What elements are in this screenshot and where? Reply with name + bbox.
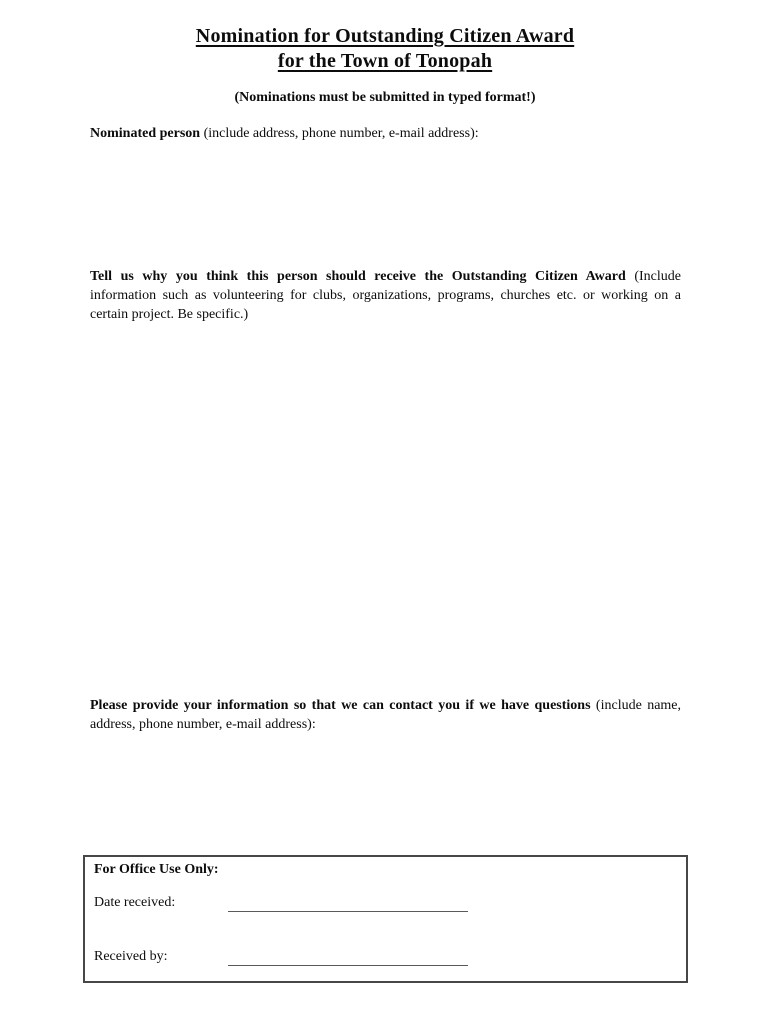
nominator-contact-prompt: [90, 696, 681, 734]
received-by-fill-line[interactable]: [228, 948, 468, 966]
nominator-contact-prompt-bold: Please provide your information so that we can contact you if we have questions: [90, 698, 591, 713]
date-received-label: Date received:: [94, 895, 176, 910]
page-title-line1: Nomination for Outstanding Citizen Award: [195, 25, 575, 47]
nominator-contact-response-area[interactable]: [90, 736, 681, 848]
nominated-person-prompt: [90, 124, 681, 143]
nominator-contact-prompt-rest: (include name, address, phone number, e-mail address):: [90, 698, 682, 732]
office-use-heading: For Office Use Only:: [94, 862, 219, 877]
nominated-person-response-area[interactable]: [90, 146, 681, 258]
nomination-reason-prompt: [90, 267, 681, 324]
page-title-line2: for the Town of Tonopah: [277, 50, 493, 72]
office-use-box: [83, 855, 688, 983]
nominated-person-prompt-bold: Nominated person: [90, 126, 201, 141]
page-title: [0, 24, 770, 74]
nomination-reason-prompt-rest: (Include information such as volunteering for clubs, organizations, programs, churches etc. or working on a certain project. Be specific.): [90, 269, 681, 322]
date-received-fill-line[interactable]: [228, 894, 468, 912]
nominated-person-prompt-rest: (include address, phone number, e-mail address):: [200, 126, 479, 141]
received-by-label: Received by:: [94, 949, 168, 964]
nomination-reason-response-area[interactable]: [90, 326, 681, 688]
submission-format-note: (Nominations must be submitted in typed format!): [234, 90, 536, 105]
nomination-reason-prompt-bold: Tell us why you think this person should receive the Outstanding Citizen Award: [90, 269, 626, 284]
